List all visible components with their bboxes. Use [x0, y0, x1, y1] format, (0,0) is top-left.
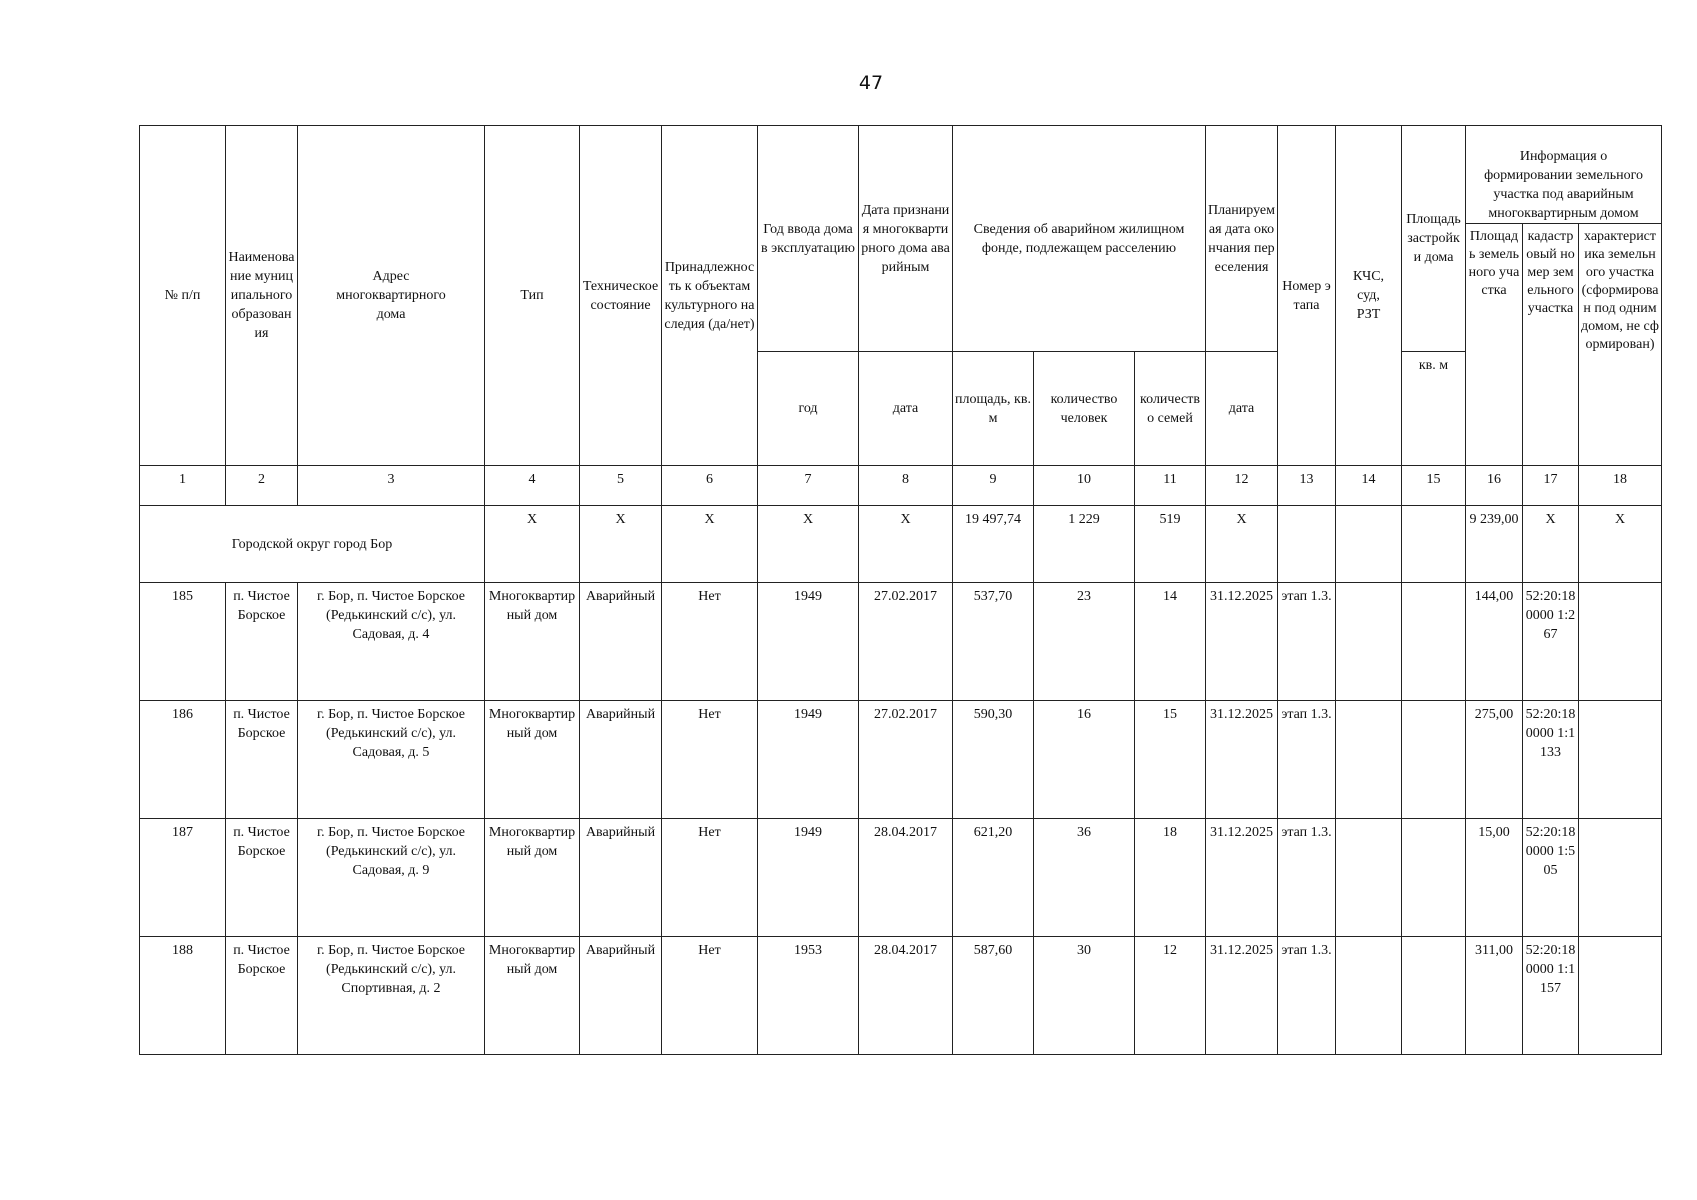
- total-area: 19 497,74: [953, 506, 1034, 583]
- row-stage: этап 1.3.: [1278, 583, 1336, 701]
- row-type: Многоквартирный дом: [485, 819, 580, 937]
- row-municipality: п. Чистое Борское: [226, 937, 298, 1055]
- row-kchs: [1336, 937, 1402, 1055]
- header-cell-number: № п/п: [140, 126, 226, 466]
- column-number: 4: [485, 466, 580, 506]
- row-number: 188: [140, 937, 226, 1055]
- row-area: 587,60: [953, 937, 1034, 1055]
- row-plan-date: 31.12.2025: [1206, 819, 1278, 937]
- subheader-people: количество человек: [1034, 352, 1135, 466]
- column-number: 18: [1579, 466, 1662, 506]
- row-stage: этап 1.3.: [1278, 937, 1336, 1055]
- row-year: 1949: [758, 701, 859, 819]
- subheader-families: количество семей: [1135, 352, 1206, 466]
- row-land-area: 15,00: [1466, 819, 1523, 937]
- table-row: [140, 583, 1662, 701]
- row-land-char: [1579, 583, 1662, 701]
- row-land-area: 144,00: [1466, 583, 1523, 701]
- total-people: 1 229: [1034, 506, 1135, 583]
- subheader-area: площадь, кв.м: [953, 352, 1034, 466]
- column-number: 16: [1466, 466, 1523, 506]
- row-cadastre: 52:20:180000 1:1133: [1523, 701, 1579, 819]
- row-area: 621,20: [953, 819, 1034, 937]
- column-number: 1: [140, 466, 226, 506]
- total-cell: Х: [485, 506, 580, 583]
- row-land-char: [1579, 819, 1662, 937]
- row-year: 1949: [758, 819, 859, 937]
- row-stage: этап 1.3.: [1278, 819, 1336, 937]
- total-cell: Х: [580, 506, 662, 583]
- column-number: 14: [1336, 466, 1402, 506]
- table-row: [140, 701, 1662, 819]
- row-municipality: п. Чистое Борское: [226, 701, 298, 819]
- header-cell-emergency-fund: Сведения об аварийном жилищном фонде, подлежащем расселению: [953, 126, 1206, 352]
- header-cell-heritage: Принадлежность к объектам культурного наследия (да/нет): [662, 126, 758, 466]
- column-number: 2: [226, 466, 298, 506]
- row-heritage: Нет: [662, 701, 758, 819]
- header-cell-land-info: Информация о формировании земельного участка под аварийным многоквартирным домом: [1466, 126, 1662, 224]
- total-row-label: Городской округ город Бор: [140, 506, 485, 583]
- column-number: 6: [662, 466, 758, 506]
- row-families: 18: [1135, 819, 1206, 937]
- row-state: Аварийный: [580, 583, 662, 701]
- row-number: 185: [140, 583, 226, 701]
- header-cell-kchs: КЧС, суд, РЗТ: [1336, 126, 1402, 466]
- row-heritage: Нет: [662, 583, 758, 701]
- header-cell-municipality: Наименование муниципального образования: [226, 126, 298, 466]
- row-address: г. Бор, п. Чистое Борское (Редькинский с/с), ул. Садовая, д. 4: [298, 583, 485, 701]
- header-cell-build-area: Площадь застройки дома: [1402, 126, 1466, 352]
- row-municipality: п. Чистое Борское: [226, 819, 298, 937]
- row-year: 1949: [758, 583, 859, 701]
- subheader-plan-date: дата: [1206, 352, 1278, 466]
- column-number: 17: [1523, 466, 1579, 506]
- header-cell-land-char: характеристика земельного участка (сформирован под одним домом, не сформирован): [1579, 224, 1662, 466]
- row-municipality: п. Чистое Борское: [226, 583, 298, 701]
- column-number: 15: [1402, 466, 1466, 506]
- row-people: 23: [1034, 583, 1135, 701]
- row-area: 537,70: [953, 583, 1034, 701]
- header-cell-recognition-date: Дата признания многоквартирного дома аварийным: [859, 126, 953, 352]
- header-cell-stage-number: Номер этапа: [1278, 126, 1336, 466]
- row-area: 590,30: [953, 701, 1034, 819]
- row-type: Многоквартирный дом: [485, 583, 580, 701]
- row-year: 1953: [758, 937, 859, 1055]
- total-cell: Х: [1206, 506, 1278, 583]
- row-families: 12: [1135, 937, 1206, 1055]
- row-stage: этап 1.3.: [1278, 701, 1336, 819]
- column-number: 11: [1135, 466, 1206, 506]
- row-address: г. Бор, п. Чистое Борское (Редькинский с/с), ул. Спортивная, д. 2: [298, 937, 485, 1055]
- subheader-year: год: [758, 352, 859, 466]
- total-families: 519: [1135, 506, 1206, 583]
- row-state: Аварийный: [580, 701, 662, 819]
- row-kchs: [1336, 583, 1402, 701]
- column-number: 13: [1278, 466, 1336, 506]
- row-plan-date: 31.12.2025: [1206, 701, 1278, 819]
- row-kchs: [1336, 701, 1402, 819]
- row-people: 36: [1034, 819, 1135, 937]
- row-type: Многоквартирный дом: [485, 937, 580, 1055]
- total-cell: Х: [758, 506, 859, 583]
- total-row: [140, 506, 1662, 583]
- row-number: 187: [140, 819, 226, 937]
- row-date: 27.02.2017: [859, 701, 953, 819]
- row-address: г. Бор, п. Чистое Борское (Редькинский с/с), ул. Садовая, д. 5: [298, 701, 485, 819]
- header-cell-address: Адрес многоквартирного дома: [298, 126, 485, 466]
- row-heritage: Нет: [662, 937, 758, 1055]
- header-cell-type: Тип: [485, 126, 580, 466]
- row-people: 30: [1034, 937, 1135, 1055]
- row-date: 28.04.2017: [859, 819, 953, 937]
- row-people: 16: [1034, 701, 1135, 819]
- row-date: 28.04.2017: [859, 937, 953, 1055]
- column-number: 10: [1034, 466, 1135, 506]
- header-cell-land-area: Площадь земельного участка: [1466, 224, 1523, 466]
- row-address: г. Бор, п. Чистое Борское (Редькинский с/с), ул. Садовая, д. 9: [298, 819, 485, 937]
- row-land-char: [1579, 701, 1662, 819]
- total-cell: Х: [1523, 506, 1579, 583]
- total-cell: [1402, 506, 1466, 583]
- row-build-area: [1402, 583, 1466, 701]
- row-cadastre: 52:20:180000 1:267: [1523, 583, 1579, 701]
- column-number: 7: [758, 466, 859, 506]
- row-heritage: Нет: [662, 819, 758, 937]
- table-row: [140, 819, 1662, 937]
- row-build-area: [1402, 701, 1466, 819]
- row-land-area: 275,00: [1466, 701, 1523, 819]
- row-state: Аварийный: [580, 937, 662, 1055]
- row-land-char: [1579, 937, 1662, 1055]
- column-number: 12: [1206, 466, 1278, 506]
- column-number: 5: [580, 466, 662, 506]
- row-kchs: [1336, 819, 1402, 937]
- emergency-housing-table: [139, 125, 1662, 1055]
- table-row: [140, 937, 1662, 1055]
- row-date: 27.02.2017: [859, 583, 953, 701]
- total-cell: Х: [662, 506, 758, 583]
- subheader-date: дата: [859, 352, 953, 466]
- subheader-build-area-unit: кв. м: [1402, 352, 1466, 466]
- row-plan-date: 31.12.2025: [1206, 583, 1278, 701]
- column-number: 8: [859, 466, 953, 506]
- header-cell-tech-state: Техническое состояние: [580, 126, 662, 466]
- row-families: 15: [1135, 701, 1206, 819]
- row-cadastre: 52:20:180000 1:505: [1523, 819, 1579, 937]
- row-build-area: [1402, 819, 1466, 937]
- row-type: Многоквартирный дом: [485, 701, 580, 819]
- header-cell-planned-date: Планируемая дата окончания переселения: [1206, 126, 1278, 352]
- header-cell-year: Год ввода дома в эксплуатацию: [758, 126, 859, 352]
- row-cadastre: 52:20:180000 1:1157: [1523, 937, 1579, 1055]
- row-families: 14: [1135, 583, 1206, 701]
- row-number: 186: [140, 701, 226, 819]
- header-cell-cadastre: кадастровый номер земельного участка: [1523, 224, 1579, 466]
- total-cell: [1336, 506, 1402, 583]
- total-cell: Х: [1579, 506, 1662, 583]
- total-cell: [1278, 506, 1336, 583]
- row-plan-date: 31.12.2025: [1206, 937, 1278, 1055]
- column-number: 9: [953, 466, 1034, 506]
- total-land-area: 9 239,00: [1466, 506, 1523, 583]
- row-land-area: 311,00: [1466, 937, 1523, 1055]
- row-build-area: [1402, 937, 1466, 1055]
- page-number: 47: [858, 72, 884, 94]
- row-state: Аварийный: [580, 819, 662, 937]
- column-number: 3: [298, 466, 485, 506]
- total-cell: Х: [859, 506, 953, 583]
